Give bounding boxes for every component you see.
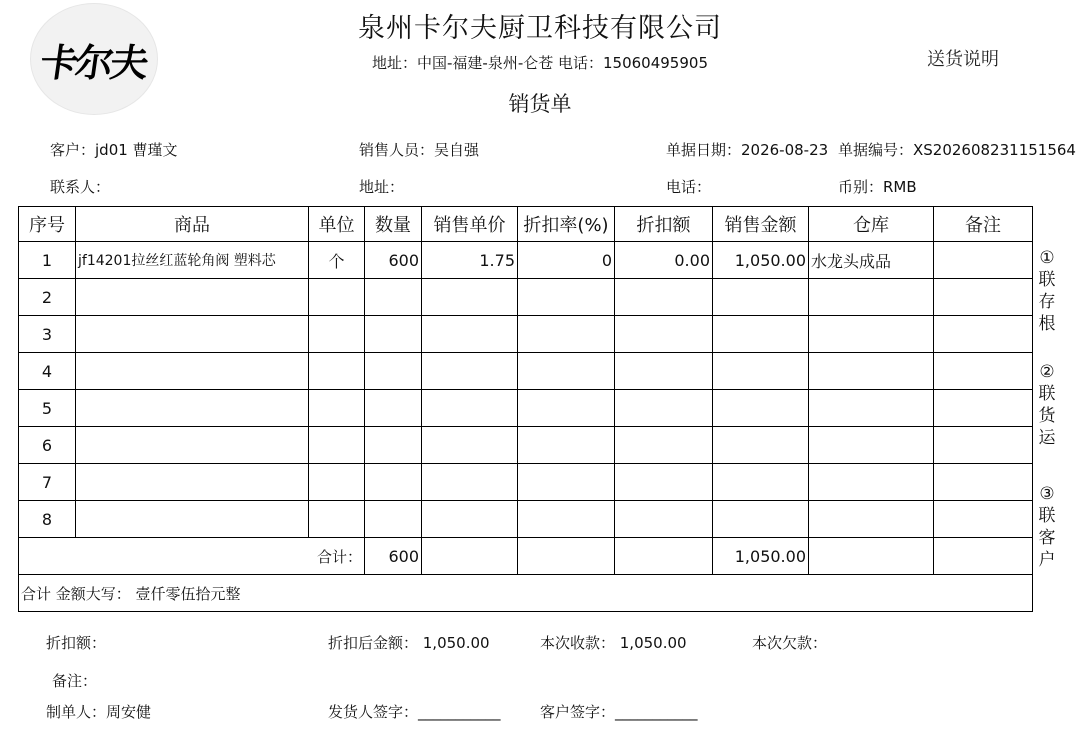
copy-text: 联货运 [1038,384,1056,448]
cell-sales-amount [713,464,809,501]
cell-quantity [365,427,422,464]
cell-product: jf14201拉丝红蓝轮角阀 塑料芯 [76,242,309,279]
sales-table [18,206,1033,612]
cell-index: 8 [19,501,76,538]
cell-index: 3 [19,316,76,353]
cell-discount-amount [615,353,713,390]
copy-text: 联客户 [1038,506,1056,570]
cell-index: 2 [19,279,76,316]
copy-label-freight [1036,361,1058,449]
cell-discount-amount [615,316,713,353]
cell-index: 1 [19,242,76,279]
table-row [19,316,1033,353]
cell-sales-amount [713,501,809,538]
delivery-note-label: 送货说明 [927,49,999,70]
cell-product [76,464,309,501]
header-unit: 单位 [309,207,365,242]
cell-unit [309,279,365,316]
address-field: 地址： [359,178,405,196]
document-date-field: 单据日期：2026-08-23 [666,141,829,159]
copy-label-stub [1036,247,1058,335]
cell-product [76,316,309,353]
cell-warehouse [809,279,934,316]
preparer-field: 制单人：周安健 [46,703,152,721]
amount-after-discount-field: 折扣后金额： 1,050.00 [328,634,490,652]
cell-discount-rate [518,464,615,501]
cell-sales-amount [713,316,809,353]
copy-label-customer [1036,483,1058,571]
cell-discount-amount [615,464,713,501]
cell-remark [934,501,1033,538]
cell-unit: 个 [309,242,365,279]
cell-warehouse [809,390,934,427]
cell-product [76,501,309,538]
header-product: 商品 [76,207,309,242]
cell-warehouse: 水龙头成品 [809,242,934,279]
table-row [19,279,1033,316]
cell-remark [934,464,1033,501]
header-unit-price: 销售单价 [422,207,518,242]
cell-quantity [365,390,422,427]
currency-field: 币别：RMB [838,178,917,196]
remark-field: 备注： [52,672,98,690]
cell-warehouse [809,427,934,464]
table-header-row [19,207,1033,242]
cell-discount-rate [518,390,615,427]
cell-warehouse [809,464,934,501]
cell-discount-amount [615,501,713,538]
cell-remark [934,242,1033,279]
cell-remark [934,279,1033,316]
total-row [19,538,1033,575]
header-discount-amount: 折扣额 [615,207,713,242]
cell-discount-amount [615,390,713,427]
owed-amount-field: 本次欠款： [752,634,828,652]
cell-index: 5 [19,390,76,427]
cell-remark [934,390,1033,427]
cell-discount-rate: 0 [518,242,615,279]
cell-sales-amount [713,390,809,427]
salesperson-field: 销售人员：吴自强 [359,141,480,159]
shipper-signature-field: 发货人签字：___________ [328,703,501,721]
table-row [19,353,1033,390]
cell-unit-price [422,316,518,353]
cell-unit-price [422,353,518,390]
header-remark: 备注 [934,207,1033,242]
cell-discount-rate [518,316,615,353]
table-row [19,242,1033,279]
amount-in-words: 合计 金额大写： 壹仟零伍拾元整 [19,575,1033,612]
cell-quantity [365,353,422,390]
copy-number: ① [1039,248,1055,268]
cell-unit [309,501,365,538]
cell-remark [934,353,1033,390]
cell-warehouse [809,316,934,353]
cell-discount-amount: 0.00 [615,242,713,279]
header-warehouse: 仓库 [809,207,934,242]
cell-product [76,279,309,316]
cell-unit-price [422,390,518,427]
cell-unit [309,353,365,390]
total-empty-cell [615,538,713,575]
company-address: 地址：中国-福建-泉州-仑苍 电话：15060495905 [372,54,708,72]
total-empty-cell [518,538,615,575]
amount-in-words-row [19,575,1033,612]
cell-sales-amount [713,427,809,464]
cell-discount-rate [518,353,615,390]
cell-index: 6 [19,427,76,464]
phone-field: 电话： [666,178,712,196]
document-title: 销货单 [508,92,572,116]
cell-product [76,353,309,390]
cell-sales-amount: 1,050.00 [713,242,809,279]
cell-discount-amount [615,279,713,316]
customer-field: 客户：jd01 曹瑾文 [50,141,178,159]
cell-quantity [365,279,422,316]
cell-unit [309,316,365,353]
cell-unit-price [422,279,518,316]
cell-quantity [365,464,422,501]
logo-text: 卡尔夫 [37,39,150,85]
cell-quantity [365,501,422,538]
table-row [19,464,1033,501]
contact-field: 联系人： [50,178,111,196]
cell-product [76,390,309,427]
company-name: 泉州卡尔夫厨卫科技有限公司 [358,13,722,44]
cell-unit [309,464,365,501]
copy-number: ③ [1039,484,1055,504]
header-quantity: 数量 [365,207,422,242]
cell-unit [309,427,365,464]
copy-text: 联存根 [1038,270,1056,334]
document-number-field: 单据编号：XS202608231151564 [838,141,1076,159]
cell-discount-rate [518,427,615,464]
header-discount-rate: 折扣率(%) [518,207,615,242]
cell-index: 4 [19,353,76,390]
total-sales-amount: 1,050.00 [713,538,809,575]
cell-warehouse [809,501,934,538]
table-row [19,427,1033,464]
header-sales-amount: 销售金额 [713,207,809,242]
cell-quantity [365,316,422,353]
cell-warehouse [809,353,934,390]
cell-discount-rate [518,501,615,538]
cell-unit [309,390,365,427]
header-index: 序号 [19,207,76,242]
cell-unit-price: 1.75 [422,242,518,279]
cell-index: 7 [19,464,76,501]
cell-discount-rate [518,279,615,316]
received-amount-field: 本次收款： 1,050.00 [540,634,687,652]
cell-unit-price [422,464,518,501]
discount-amount-field: 折扣额： [46,634,107,652]
total-empty-cell [934,538,1033,575]
total-label: 合计： [19,538,365,575]
cell-sales-amount [713,279,809,316]
cell-sales-amount [713,353,809,390]
cell-quantity: 600 [365,242,422,279]
table-row [19,501,1033,538]
cell-unit-price [422,427,518,464]
total-empty-cell [809,538,934,575]
cell-unit-price [422,501,518,538]
cell-discount-amount [615,427,713,464]
cell-product [76,427,309,464]
customer-signature-field: 客户签字：___________ [540,703,698,721]
cell-remark [934,316,1033,353]
cell-remark [934,427,1033,464]
total-empty-cell [422,538,518,575]
total-quantity: 600 [365,538,422,575]
table-row [19,390,1033,427]
copy-number: ② [1039,362,1055,382]
